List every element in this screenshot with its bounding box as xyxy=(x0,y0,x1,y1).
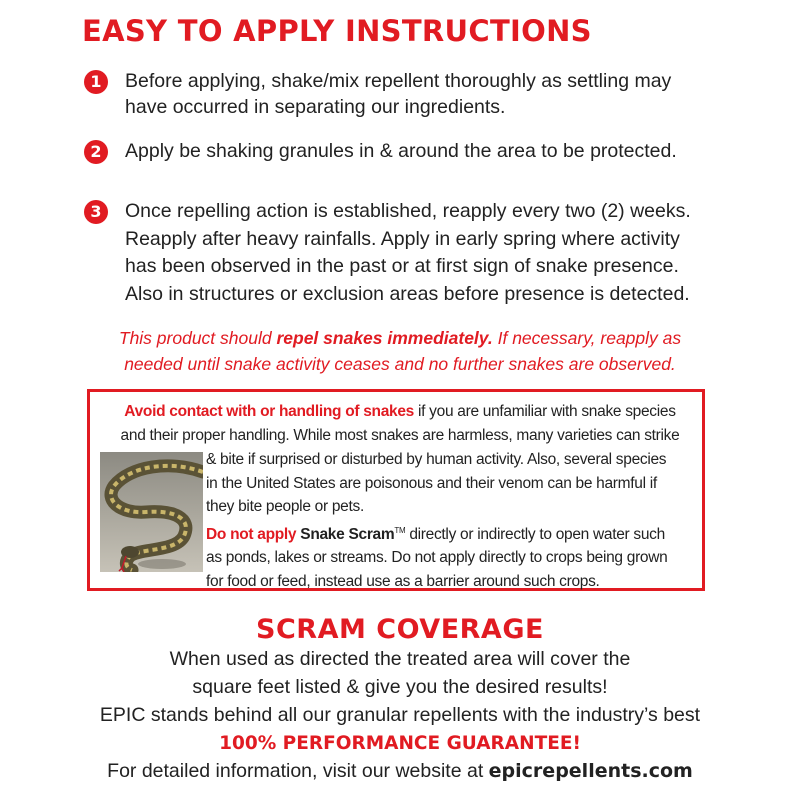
step-2-text: Apply be shaking granules in & around the area to be protected. xyxy=(125,140,677,162)
coverage-line-2: square feet listed & give you the desired results! xyxy=(192,676,608,698)
warning-details: & bite if surprised or disturbed by human activity. Also, several species in the United States are poisonous and their venom can be harmful if they bite people or pets. Do not apply Snake Scram™ directly or indirectly to open water such as ponds, lakes or streams. Do not apply directly to crops being grown for food or feed, instead use as a barrier around such crops. xyxy=(206,451,668,590)
step-number-1-badge: 1 xyxy=(84,70,108,94)
website-link[interactable]: epicrepellents.com xyxy=(488,760,693,782)
coverage-line-3: EPIC stands behind all our granular repellents with the industry’s best xyxy=(99,704,701,726)
step-2 xyxy=(84,138,677,164)
step-1-text: Before applying, shake/mix repellent thoroughly as settling may have occurred in separating our ingredients. xyxy=(125,70,672,118)
product-name: Snake Scram xyxy=(300,525,395,543)
guarantee-line: 100% PERFORMANCE GUARANTEE! xyxy=(219,733,581,754)
step-number-2-badge: 2 xyxy=(84,140,108,164)
coverage-title: SCRAM COVERAGE xyxy=(256,614,544,645)
step-number-3-badge: 3 xyxy=(84,200,108,224)
step-3 xyxy=(84,198,691,308)
coverage-line-1: When used as directed the treated area will cover the xyxy=(169,648,631,670)
do-not-apply-label: Do not apply xyxy=(206,525,297,543)
step-1 xyxy=(84,68,671,120)
snake-photo xyxy=(100,452,203,572)
website-line: For detailed information, visit our website at epicrepellents.com xyxy=(107,760,693,782)
repel-note: This product should repel snakes immediately. If necessary, reapply as needed until snake activity ceases and no further snakes are observed. xyxy=(118,328,682,374)
warning-box xyxy=(87,389,705,591)
warning-intro: Avoid contact with or handling of snakes if you are unfamiliar with snake species and their proper handling. While most snakes are harmless, many varieties can strike xyxy=(120,403,680,444)
step-3-text: Once repelling action is established, reapply every two (2) weeks. Reapply after heavy rainfalls. Apply in early spring where activity has been observed in the past or at first sign of snake presence. Also in structures or exclusion areas before presence is detected. xyxy=(125,200,691,305)
instructions-title: EASY TO APPLY INSTRUCTIONS xyxy=(82,14,592,48)
